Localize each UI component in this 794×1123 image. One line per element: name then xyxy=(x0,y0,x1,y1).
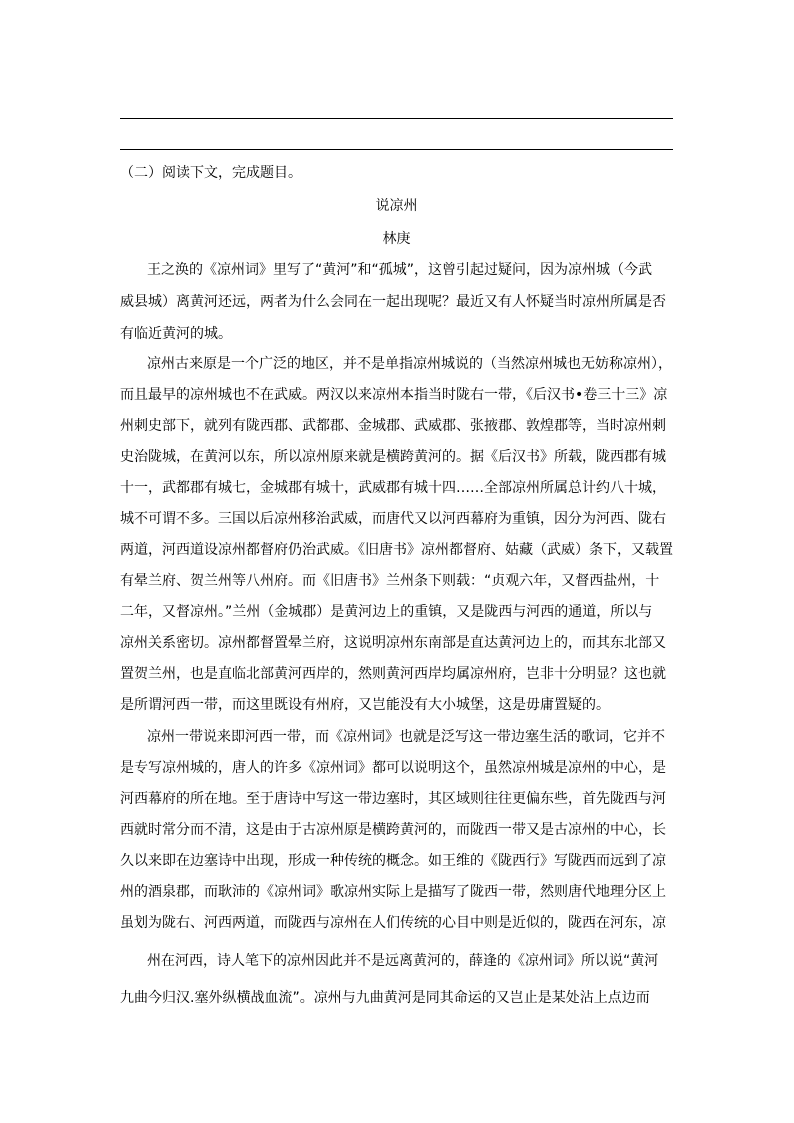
paragraph-line: 州的酒泉郡，而耿沛的《凉州词》歌凉州实际上是描写了陇西一带，然则唐代地理分区上 xyxy=(120,884,666,900)
paragraph-line: 是所谓河西一带，而这里既设有州府，又岂能没有大小城堡，这是毋庸置疑的。 xyxy=(120,697,610,713)
paragraph-line: 凉州一带说来即河西一带，而《凉州词》也就是泛写这一带边塞生活的歌词，它并不 xyxy=(147,729,665,745)
paragraph-line: 九曲今归汉.塞外纵横战血流”。凉州与九曲黄河是同其命运的又岂止是某处沾上点边而 xyxy=(120,990,650,1006)
paragraph-line: 二年，又督凉州。”兰州（金城郡）是黄河边上的重镇，又是陇西与河西的通道，所以与 xyxy=(120,604,653,620)
paragraph-line: 有晕兰府、贺兰州等八州府。而《旧唐书》兰州条下则载：“贞观六年，又督西盐州，十 xyxy=(120,573,660,589)
paragraph-line: 而且最早的凉州城也不在武威。两汉以来凉州本指当时陇右一带，《后汉书•卷三十三》凉 xyxy=(120,387,668,403)
article-author: 林庚 xyxy=(382,231,411,247)
paragraph-line: 城不可谓不多。三国以后凉州移治武威，而唐代又以河西幕府为重镇，因分为河西、陇右 xyxy=(120,511,666,527)
article-title: 说凉州 xyxy=(375,198,418,214)
paragraph-line: 久以来即在边塞诗中出现，形成一种传统的概念。如王维的《陇西行》写陇西而远到了凉 xyxy=(120,853,666,869)
paragraph-line: 王之涣的《凉州词》里写了“黄河”和“孤城”，这曾引起过疑问，因为凉州城（今武 xyxy=(147,262,653,278)
section-heading: （二）阅读下文，完成题目。 xyxy=(120,165,302,181)
paragraph-line: 西就时常分而不清，这是由于古凉州原是横跨黄河的，而陇西一带又是古凉州的中心，长 xyxy=(120,822,666,838)
paragraph-line: 州刺史部下，就列有陇西郡、武都郡、金城郡、武威郡、张掖郡、敦煌郡等，当时凉州刺 xyxy=(120,418,666,434)
paragraph-line: 置贺兰州，也是直临北部黄河西岸的，然则黄河西岸均属凉州府，岂非十分明显？这也就 xyxy=(120,666,666,682)
paragraph-line: 凉州古来原是一个广泛的地区，并不是单指凉州城说的（当然凉州城也无妨称凉州）， xyxy=(147,356,672,372)
answer-line-2 xyxy=(120,149,673,150)
answer-line-1 xyxy=(120,118,673,119)
paragraph-line: 有临近黄河的城。 xyxy=(120,326,232,342)
paragraph-line: 州在河西，诗人笔下的凉州因此并不是远离黄河的，薛逢的《凉州词》所以说“黄河 xyxy=(147,953,659,969)
paragraph-line: 两道，河西道设凉州都督府仍治武威。《旧唐书》凉州都督府、姑藏（武威）条下，又载置 xyxy=(120,542,673,558)
paragraph-line: 是专写凉州城的，唐人的许多《凉州词》都可以说明这个，虽然凉州城是凉州的中心，是 xyxy=(120,760,666,776)
paragraph-line: 凉州关系密切。凉州都督置晕兰府，这说明凉州东南部是直达黄河边上的，而其东北部又 xyxy=(120,635,666,651)
paragraph-line: 十一，武都郡有城七，金城郡有城十，武威郡有城十四……全部凉州所属总计约八十城， xyxy=(120,480,666,496)
paragraph-line: 威县城）离黄河还远，两者为什么会同在一起出现呢？最近又有人怀疑当时凉州所属是否 xyxy=(120,294,666,310)
paragraph-line: 虽划为陇右、河西两道，而陇西与凉州在人们传统的心目中则是近似的，陇西在河东，凉 xyxy=(120,915,666,931)
paragraph-line: 河西幕府的所在地。至于唐诗中写这一带边塞时，其区域则往往更偏东些，首先陇西与河 xyxy=(120,791,666,807)
paragraph-line: 史治陇城，在黄河以东，所以凉州原来就是横跨黄河的。据《后汉书》所载，陇西郡有城 xyxy=(120,449,666,465)
